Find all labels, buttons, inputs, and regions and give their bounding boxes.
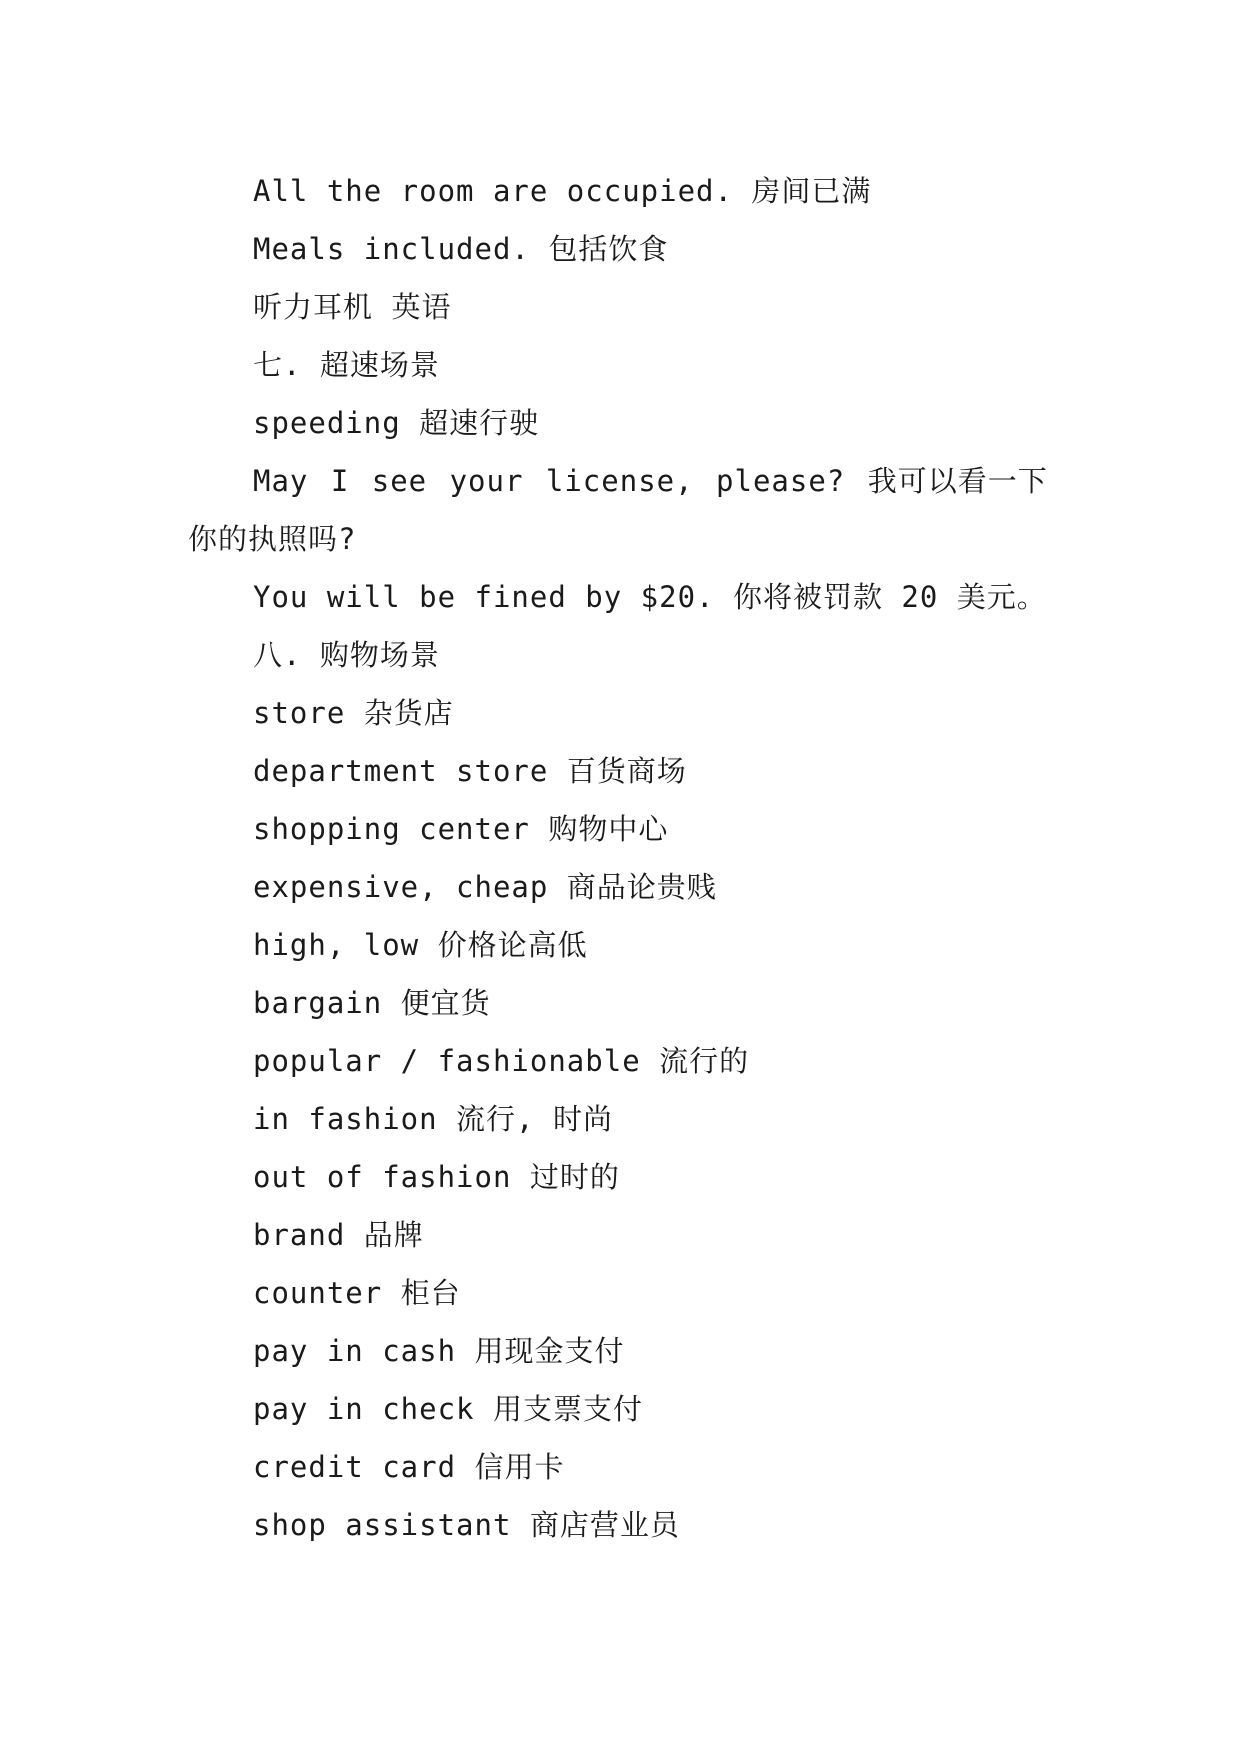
text-line: store 杂货店 <box>253 696 454 730</box>
text-line: in fashion 流行, 时尚 <box>253 1102 613 1136</box>
text-line: Meals included. 包括饮食 <box>253 232 669 266</box>
text-line: counter 柜台 <box>253 1276 461 1310</box>
text-line: pay in check 用支票支付 <box>253 1392 643 1426</box>
text-line: shop assistant 商店营业员 <box>253 1508 680 1542</box>
document-body <box>188 162 1058 1554</box>
section-heading: 七. 超速场景 <box>253 348 440 382</box>
text-line: shopping center 购物中心 <box>253 812 669 846</box>
text-line: brand 品牌 <box>253 1218 424 1252</box>
text-line: popular / fashionable 流行的 <box>253 1044 750 1078</box>
text-paragraph: May I see your license, please? 我可以看一下你的执照吗? <box>188 464 1048 556</box>
text-line: bargain 便宜货 <box>253 986 491 1020</box>
text-line: credit card 信用卡 <box>253 1450 565 1484</box>
text-line: out of fashion 过时的 <box>253 1160 620 1194</box>
text-line: 听力耳机 英语 <box>253 290 452 324</box>
section-heading: 八. 购物场景 <box>253 638 440 672</box>
text-line: All the room are occupied. 房间已满 <box>253 174 872 208</box>
text-line: You will be fined by $20. 你将被罚款 20 美元。 <box>253 580 1047 614</box>
text-line: high, low 价格论高低 <box>253 928 588 962</box>
text-line: expensive, cheap 商品论贵贱 <box>253 870 717 904</box>
text-line: speeding 超速行驶 <box>253 406 540 440</box>
text-line: department store 百货商场 <box>253 754 687 788</box>
text-line: pay in cash 用现金支付 <box>253 1334 625 1368</box>
